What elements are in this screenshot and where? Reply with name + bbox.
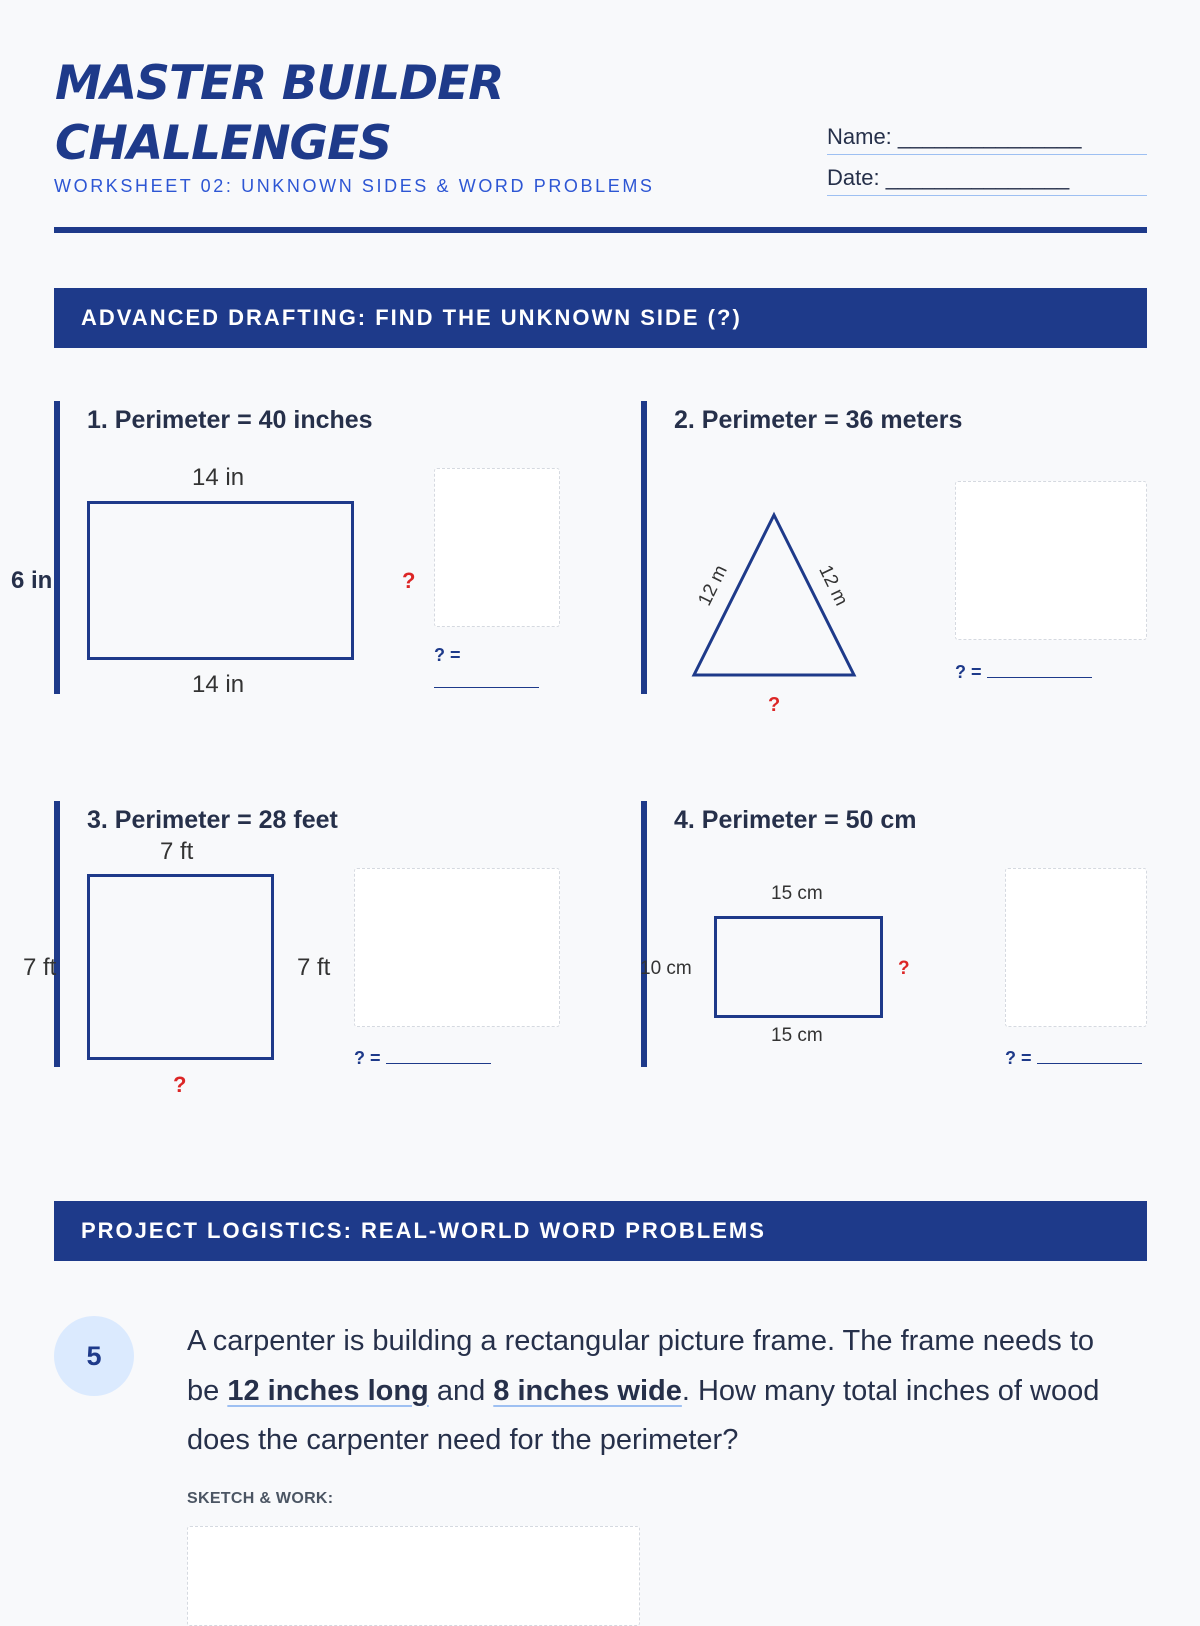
problem-4-work-box[interactable] bbox=[1005, 868, 1147, 1027]
problem-1-answer-line[interactable] bbox=[434, 671, 539, 688]
problem-4-answer-label: ? = bbox=[1005, 1048, 1032, 1068]
problem-3-left-label: 7 ft bbox=[23, 954, 57, 981]
date-field[interactable]: Date: _______________ bbox=[827, 165, 1147, 196]
problem-3-unknown-marker: ? bbox=[173, 1072, 187, 1097]
problem-4-bottom-label: 15 cm bbox=[771, 1025, 823, 1046]
problem-1-bottom-label: 14 in bbox=[192, 671, 245, 698]
problem-2-answer-label: ? = bbox=[955, 662, 982, 682]
problem-3-accent-bar bbox=[54, 801, 60, 1067]
page-subtitle: WORKSHEET 02: UNKNOWN SIDES & WORD PROBLEMS bbox=[54, 176, 655, 196]
problem-1-rectangle bbox=[87, 501, 354, 660]
section-banner-logistics: PROJECT LOGISTICS: REAL-WORLD WORD PROBLEMS bbox=[54, 1201, 1147, 1261]
title-line-1: MASTER BUILDER bbox=[55, 56, 504, 111]
problem-4-answer-line[interactable] bbox=[1037, 1045, 1142, 1064]
problem-4-answer-row bbox=[1005, 1045, 1142, 1069]
problem-4-unknown-marker: ? bbox=[898, 958, 910, 979]
problem-2-triangle bbox=[680, 500, 860, 680]
problem-5-highlight-width: 8 inches wide bbox=[493, 1374, 682, 1407]
problem-2-work-box[interactable] bbox=[955, 481, 1147, 640]
problem-4-left-label: 10 cm bbox=[640, 958, 692, 979]
problem-4-rectangle bbox=[714, 916, 883, 1018]
problem-5-text bbox=[187, 1317, 1117, 1466]
problem-3-right-label: 7 ft bbox=[297, 954, 331, 981]
problem-3-work-box[interactable] bbox=[354, 868, 560, 1027]
problem-1-answer-label: ? = bbox=[434, 645, 461, 665]
problem-3-answer-label: ? = bbox=[354, 1048, 381, 1068]
problem-5-number-badge: 5 bbox=[54, 1316, 134, 1396]
problem-5-sketch-box[interactable] bbox=[187, 1526, 640, 1626]
problem-5-highlight-length: 12 inches long bbox=[227, 1374, 429, 1407]
problem-2-left-label: 12 m bbox=[694, 561, 732, 610]
title-line-2: CHALLENGES bbox=[55, 116, 392, 171]
problem-1-accent-bar bbox=[54, 401, 60, 694]
problem-5-text-middle: and bbox=[428, 1374, 494, 1407]
problem-2-answer-line[interactable] bbox=[987, 659, 1092, 678]
header-divider bbox=[54, 227, 1147, 233]
problem-5-sketch-label: SKETCH & WORK: bbox=[187, 1490, 334, 1507]
problem-1-unknown-marker: ? bbox=[402, 568, 416, 593]
problem-1-work-box[interactable] bbox=[434, 468, 560, 627]
problem-4-title: 4. Perimeter = 50 cm bbox=[674, 806, 917, 834]
problem-2-right-label: 12 m bbox=[814, 561, 852, 610]
problem-1-top-label: 14 in bbox=[192, 464, 245, 491]
problem-3-top-label: 7 ft bbox=[160, 838, 194, 865]
problem-4-top-label: 15 cm bbox=[771, 883, 823, 904]
name-field[interactable]: Name: _______________ bbox=[827, 124, 1147, 155]
problem-5-text-before: A carpenter is building a rectangular picture frame. The frame needs to be bbox=[187, 1325, 1095, 1407]
problem-4-accent-bar bbox=[641, 801, 647, 1067]
problem-1-left-label: 6 in bbox=[11, 567, 53, 594]
section-banner-drafting: ADVANCED DRAFTING: FIND THE UNKNOWN SIDE (?) bbox=[54, 288, 1147, 348]
problem-1-title: 1. Perimeter = 40 inches bbox=[87, 406, 373, 434]
problem-2-accent-bar bbox=[641, 401, 647, 694]
problem-2-answer-row bbox=[955, 659, 1092, 683]
problem-2-unknown-marker: ? bbox=[768, 694, 781, 716]
problem-5-text-after: . How many total inches of wood does the carpenter need for the perimeter? bbox=[187, 1374, 1100, 1456]
page-title bbox=[55, 54, 575, 174]
problem-3-answer-row bbox=[354, 1045, 491, 1069]
problem-3-answer-line[interactable] bbox=[386, 1045, 491, 1064]
problem-3-title: 3. Perimeter = 28 feet bbox=[87, 806, 338, 834]
problem-3-square bbox=[87, 874, 274, 1060]
problem-2-title: 2. Perimeter = 36 meters bbox=[674, 406, 963, 434]
